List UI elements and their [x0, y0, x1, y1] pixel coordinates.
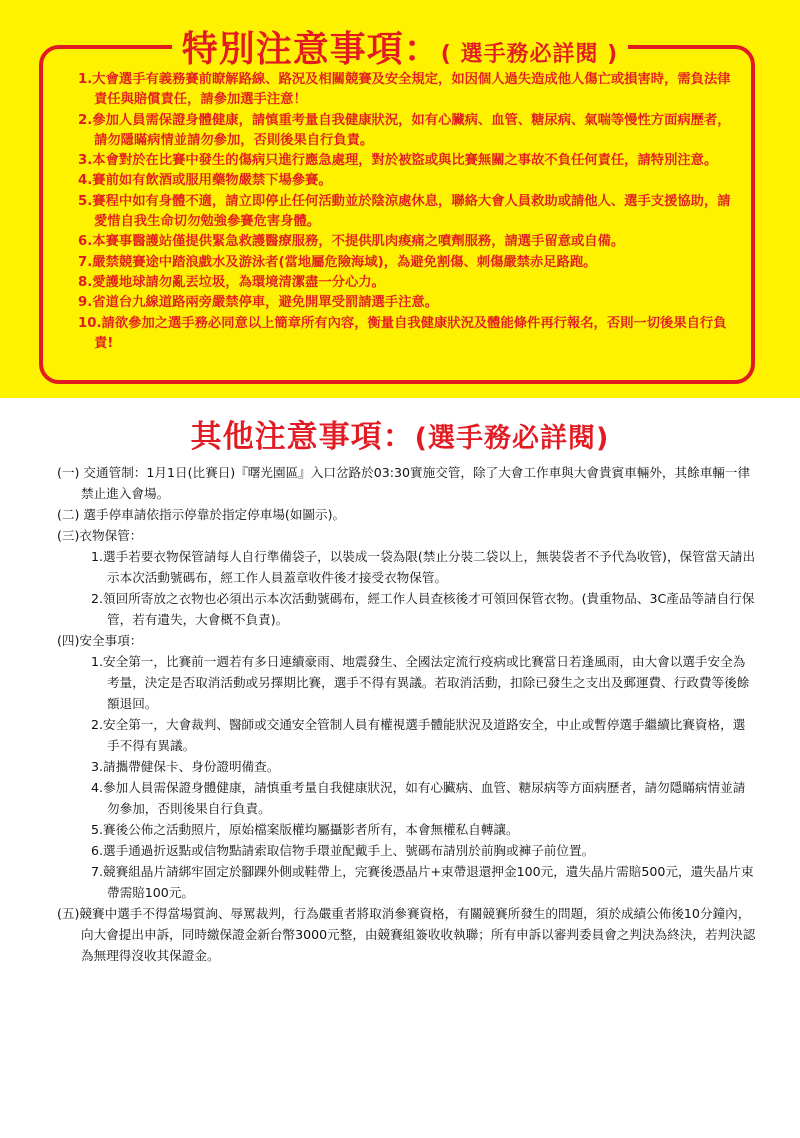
safety-item: 5.賽後公佈之活動照片，原始檔案版權均屬攝影者所有，本會無權私自轉讓。 [91, 822, 519, 837]
safety-item: 3.請攜帶健保卡、身份證明備查。 [91, 759, 280, 774]
special-notice-item: 4.賽前如有飲酒或服用藥物嚴禁下場參賽。 [78, 173, 332, 189]
special-notice-title-main: 特別注意事項： [181, 29, 441, 70]
safety-item: 6.選手通過折返點或信物點請索取信物手環並配戴手上、號碼布請別於前胸或褲子前位置。 [91, 843, 595, 858]
clothing-storage-heading: (三)衣物保管： [57, 528, 143, 543]
safety-item: 1.安全第一，比賽前一週若有多日連續豪雨、地震發生、全國法定流行疫病或比賽當日若逢風雨，由大會以選手安全為考量，決定是否取消活動或另擇期比賽，選手不得有異議。若取消活動，扣除已發生之支出及郵運費、行政費等後餘額退回。 [91, 654, 750, 711]
special-notice-item: 1.大會選手有義務賽前瞭解路線、路況及相關競賽及安全規定，如因個人過失造成他人傷亡或損害時，需負法律責任與賠償責任，請參加選手注意！ [78, 72, 731, 108]
other-notice-title-main: 其他注意事項： [190, 419, 415, 455]
safety-item: 7.競賽組晶片請綁牢固定於腳踝外側或鞋帶上，完賽後憑晶片+束帶退還押金100元，遺失晶片需賠500元，遺失晶片束帶需賠100元。 [91, 864, 754, 900]
special-notice-title-sub: ( 選手務必詳閱 ) [440, 42, 619, 67]
special-notice-item: 9.省道台九線道路兩旁嚴禁停車，避免開單受罰請選手注意。 [78, 295, 439, 311]
other-notice-title [0, 412, 800, 464]
special-notice-section [0, 0, 800, 398]
other-notice-content [57, 462, 757, 966]
special-notice-item: 3.本會對於在比賽中發生的傷病只進行應急處理，對於被盜或與比賽無關之事故不負任何責任，請特別注意。 [78, 153, 718, 169]
special-notice-item: 6.本賽事醫護站僅提供緊急救護醫療服務，不提供肌肉痠痛之噴劑服務，請選手留意或自備。 [78, 234, 625, 250]
safety-item: 2.安全第一，大會裁判、醫師或交通安全管制人員有權視選手體能狀況及道路安全，中止或暫停選手繼續比賽資格，選手不得有異議。 [91, 717, 746, 753]
special-notice-item: 7.嚴禁競賽途中踏浪戲水及游泳者(當地屬危險海域)，為避免割傷、刺傷嚴禁赤足路跑。 [78, 254, 597, 270]
clothing-storage-item: 1.選手若要衣物保管請每人自行準備袋子，以裝成一袋為限(禁止分裝二袋以上，無裝袋者不予代為收管)，保管當天請出示本次活動號碼布，經工作人員蓋章收件後才接受衣物保管。 [91, 549, 756, 585]
traffic-control-section: (一) 交通管制：1月1日(比賽日)『曙光園區』入口岔路於03:30實施交管，除了大會工作車與大會貴賓車輛外，其餘車輛一律禁止進入會場。 [57, 465, 751, 501]
safety-heading: (四)安全事項： [57, 633, 143, 648]
parking-section: (二) 選手停車請依指示停靠於指定停車場(如圖示)。 [57, 507, 346, 522]
special-notice-list [78, 70, 738, 354]
special-notice-item: 5.賽程中如有身體不適，請立即停止任何活動並於陰涼處休息，聯絡大會人員救助或請他人、選手支援協助，請愛惜自我生命切勿勉強參賽危害身體。 [78, 193, 731, 230]
special-notice-item: 8.愛護地球請勿亂丟垃圾，為環境清潔盡一分心力。 [78, 274, 385, 290]
special-notice-item: 10.請欲參加之選手務必同意以上簡章所有內容，衡量自我健康狀況及體能條件再行報名，否則一切後果自行負責! [78, 315, 727, 351]
safety-item: 4.參加人員需保證身體健康，請慎重考量自我健康狀況，如有心臟病、血管、糖尿病等方面病歷者，請勿隱瞞病情並請勿參加，否則後果自行負責。 [91, 780, 746, 816]
protest-rules-section: (五)競賽中選手不得當場質詢、辱罵裁判，行為嚴重者將取消參賽資格，有關競賽所發生的問題，須於成績公佈後10分鐘內，向大會提出申訴，同時繳保證金新台幣3000元整，由競賽組簽收收執聯；所有申訴以審判委員會之判決為終決，若判決認為無理得沒收其保證金。 [57, 906, 756, 963]
other-notice-title-sub: (選手務必詳閱) [414, 423, 610, 454]
clothing-storage-item: 2.領回所寄放之衣物也必須出示本次活動號碼布，經工作人員查核後才可領回保管衣物。(貴重物品、3C產品等請自行保管，若有遺失，大會概不負責)。 [91, 591, 755, 627]
special-notice-item: 2.參加人員需保證身體健康，請慎重考量自我健康狀況，如有心臟病、血管、糖尿病、氣喘等慢性方面病歷者，請勿隱瞞病情並請勿參加，否則後果自行負責。 [78, 112, 731, 148]
